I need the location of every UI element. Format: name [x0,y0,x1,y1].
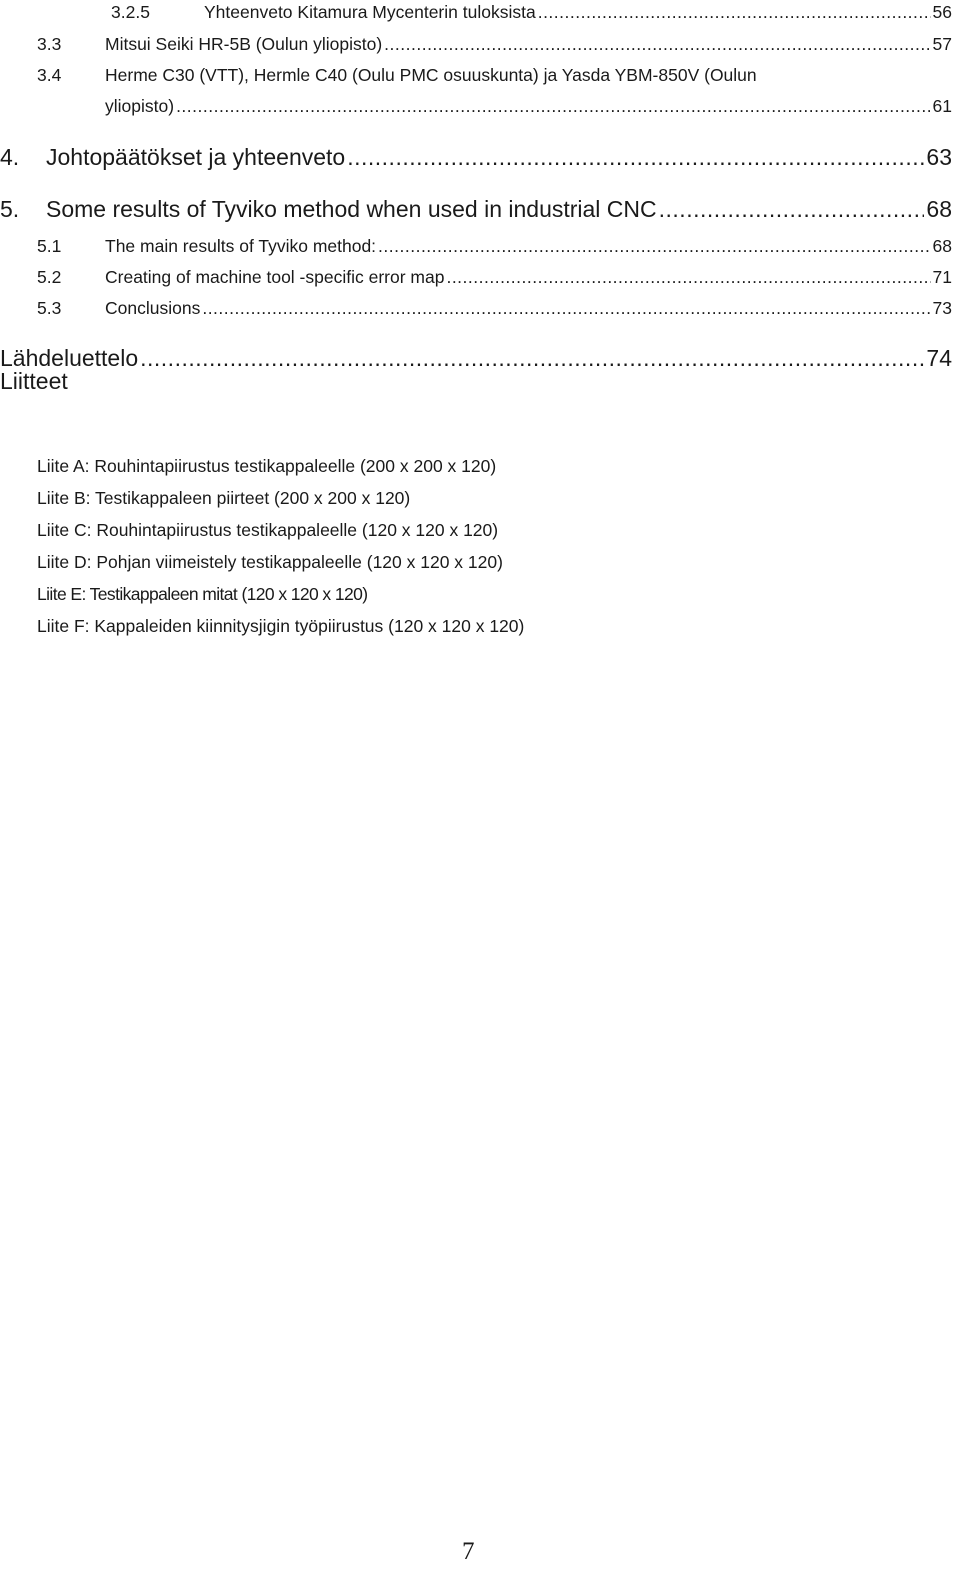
toc-entry-references [0,345,952,372]
appendix-item: Liite F: Kappaleiden kiinnitysjigin työpiirustus (120 x 120 x 120) [37,616,525,636]
toc-entry-number: 5.2 [37,267,62,287]
dot-leader [446,267,930,288]
appendix-item: Liite A: Rouhintapiirustus testikappaleelle (200 x 200 x 120) [37,456,497,476]
toc-entry-3-4-continuation [105,96,952,117]
toc-entry-number: 4. [0,144,20,170]
dot-leader [176,96,930,117]
toc-entry-title: Herme C30 (VTT), Hermle C40 (Oulu PMC osuuskunta) ja Yasda YBM-850V (Oulun [105,65,757,85]
page-number: 7 [462,1538,475,1565]
appendices-heading: Liitteet [0,368,68,394]
appendix-item: Liite D: Pohjan viimeistely testikappaleelle (120 x 120 x 120) [37,552,503,572]
toc-entry-number: 5.1 [37,236,62,256]
dot-leader [202,298,930,319]
toc-entry-title: The main results of Tyviko method: [105,236,377,256]
toc-entry-page: 74 [926,345,952,371]
dot-leader [659,196,925,223]
toc-entry-number: 3.3 [37,34,62,54]
toc-entry-page: 73 [932,298,952,318]
toc-entry-number: 3.2.5 [111,2,150,22]
toc-entry-5-2 [37,267,952,288]
toc-entry-page: 57 [932,34,952,54]
toc-entry-4 [0,144,952,171]
toc-entry-page: 56 [932,2,952,22]
toc-entry-3-2-5 [111,2,952,23]
toc-entry-number: 3.4 [37,65,62,85]
toc-entry-number: 5. [0,196,20,222]
toc-entry-title: Lähdeluettelo [0,345,139,371]
toc-entry-title: Yhteenveto Kitamura Mycenterin tuloksista [204,2,536,22]
toc-entry-title: Creating of machine tool -specific error map [105,267,445,287]
toc-entry-number: 5.3 [37,298,62,318]
toc-entry-page: 61 [932,96,952,116]
toc-entry-title: Mitsui Seiki HR-5B (Oulun yliopisto) [105,34,383,54]
toc-entry-page: 68 [926,196,952,222]
toc-entry-3-3 [37,34,952,55]
toc-entry-title-continuation: yliopisto) [105,96,175,116]
dot-leader [347,144,924,171]
dot-leader [378,236,930,257]
toc-entry-5 [0,196,952,223]
toc-entry-3-4-first-line [37,65,757,86]
toc-entry-title: Conclusions [105,298,201,318]
dot-leader [140,345,924,372]
appendix-item: Liite E: Testikappaleen mitat (120 x 120 x 120) [37,584,368,604]
dot-leader [384,34,930,55]
toc-entry-page: 63 [926,144,952,170]
toc-entry-title: Johtopäätökset ja yhteenveto [46,144,346,170]
dot-leader [538,2,931,23]
appendix-item: Liite C: Rouhintapiirustus testikappaleelle (120 x 120 x 120) [37,520,499,540]
toc-entry-title: Some results of Tyviko method when used in industrial CNC [46,196,657,222]
toc-entry-page: 68 [932,236,952,256]
appendix-list [37,450,524,642]
toc-entry-page: 71 [932,267,952,287]
toc-entry-5-3 [37,298,952,319]
appendix-item: Liite B: Testikappaleen piirteet (200 x 200 x 120) [37,488,411,508]
toc-entry-5-1 [37,236,952,257]
